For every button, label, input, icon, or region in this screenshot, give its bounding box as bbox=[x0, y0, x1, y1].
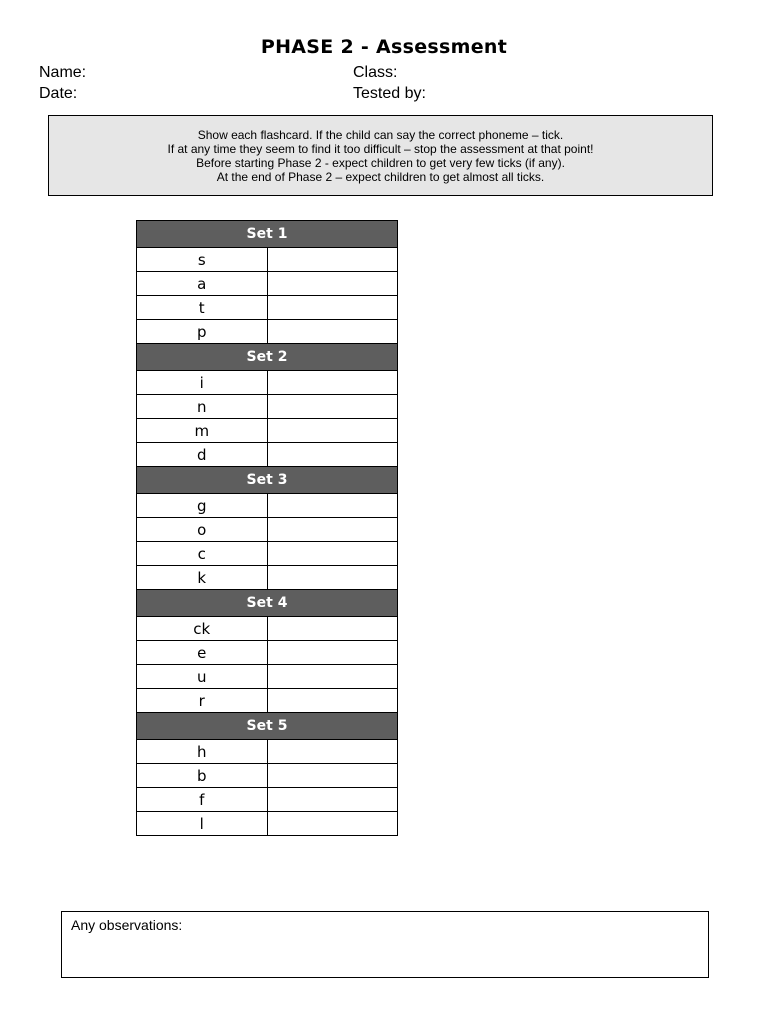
phoneme-cell: u bbox=[137, 665, 268, 689]
instruction-line: Show each flashcard. If the child can say the correct phoneme – tick. bbox=[197, 127, 564, 142]
table-row bbox=[137, 617, 398, 641]
phoneme-cell: r bbox=[137, 689, 268, 713]
phoneme-cell: f bbox=[137, 788, 268, 812]
tick-cell[interactable] bbox=[267, 740, 398, 764]
set-header-row bbox=[137, 344, 398, 371]
set-header: Set 2 bbox=[137, 344, 398, 371]
set-header-row bbox=[137, 590, 398, 617]
phoneme-cell: ck bbox=[137, 617, 268, 641]
phoneme-cell: b bbox=[137, 764, 268, 788]
table-row bbox=[137, 689, 398, 713]
phoneme-cell: t bbox=[137, 296, 268, 320]
instruction-line: Before starting Phase 2 - expect children to get very few ticks (if any). bbox=[196, 155, 565, 170]
set-header-row bbox=[137, 221, 398, 248]
date-label: Date: bbox=[39, 85, 78, 102]
table-row bbox=[137, 740, 398, 764]
table-row bbox=[137, 542, 398, 566]
tick-cell[interactable] bbox=[267, 518, 398, 542]
instructions-box bbox=[48, 115, 713, 196]
table-row bbox=[137, 296, 398, 320]
set-header: Set 1 bbox=[137, 221, 398, 248]
set-header: Set 4 bbox=[137, 590, 398, 617]
tick-cell[interactable] bbox=[267, 641, 398, 665]
tick-cell[interactable] bbox=[267, 665, 398, 689]
tick-cell[interactable] bbox=[267, 617, 398, 641]
phoneme-assessment-table bbox=[136, 220, 398, 836]
phoneme-cell: o bbox=[137, 518, 268, 542]
phoneme-cell: d bbox=[137, 443, 268, 467]
table-row bbox=[137, 812, 398, 836]
tick-cell[interactable] bbox=[267, 371, 398, 395]
tick-cell[interactable] bbox=[267, 764, 398, 788]
table-row bbox=[137, 494, 398, 518]
phoneme-cell: p bbox=[137, 320, 268, 344]
table-row bbox=[137, 272, 398, 296]
tick-cell[interactable] bbox=[267, 395, 398, 419]
set-header-row bbox=[137, 467, 398, 494]
tick-cell[interactable] bbox=[267, 812, 398, 836]
name-label: Name: bbox=[39, 64, 87, 81]
phoneme-cell: c bbox=[137, 542, 268, 566]
tick-cell[interactable] bbox=[267, 494, 398, 518]
tick-cell[interactable] bbox=[267, 443, 398, 467]
instruction-line: If at any time they seem to find it too difficult – stop the assessment at that point! bbox=[167, 141, 594, 156]
phoneme-cell: e bbox=[137, 641, 268, 665]
observations-label: Any observations: bbox=[71, 917, 183, 933]
set-header: Set 3 bbox=[137, 467, 398, 494]
table-row bbox=[137, 665, 398, 689]
table-row bbox=[137, 419, 398, 443]
tick-cell[interactable] bbox=[267, 296, 398, 320]
table-row bbox=[137, 788, 398, 812]
tick-cell[interactable] bbox=[267, 788, 398, 812]
tick-cell[interactable] bbox=[267, 248, 398, 272]
tick-cell[interactable] bbox=[267, 419, 398, 443]
phoneme-cell: n bbox=[137, 395, 268, 419]
tick-cell[interactable] bbox=[267, 272, 398, 296]
tick-cell[interactable] bbox=[267, 689, 398, 713]
table-row bbox=[137, 320, 398, 344]
class-label: Class: bbox=[353, 64, 398, 81]
set-header: Set 5 bbox=[137, 713, 398, 740]
phoneme-cell: g bbox=[137, 494, 268, 518]
tick-cell[interactable] bbox=[267, 542, 398, 566]
phoneme-cell: h bbox=[137, 740, 268, 764]
phoneme-cell: i bbox=[137, 371, 268, 395]
table-row bbox=[137, 395, 398, 419]
instruction-line: At the end of Phase 2 – expect children to get almost all ticks. bbox=[216, 169, 545, 184]
table-row bbox=[137, 764, 398, 788]
table-row bbox=[137, 248, 398, 272]
phoneme-cell: k bbox=[137, 566, 268, 590]
table-row bbox=[137, 641, 398, 665]
table-row bbox=[137, 566, 398, 590]
observations-box[interactable] bbox=[61, 911, 709, 978]
table-row bbox=[137, 518, 398, 542]
tick-cell[interactable] bbox=[267, 320, 398, 344]
table-row bbox=[137, 371, 398, 395]
set-header-row bbox=[137, 713, 398, 740]
table-row bbox=[137, 443, 398, 467]
phoneme-cell: l bbox=[137, 812, 268, 836]
page-title: PHASE 2 - Assessment bbox=[260, 36, 508, 58]
phoneme-cell: s bbox=[137, 248, 268, 272]
phoneme-cell: m bbox=[137, 419, 268, 443]
tick-cell[interactable] bbox=[267, 566, 398, 590]
phoneme-cell: a bbox=[137, 272, 268, 296]
tested-by-label: Tested by: bbox=[353, 85, 426, 102]
